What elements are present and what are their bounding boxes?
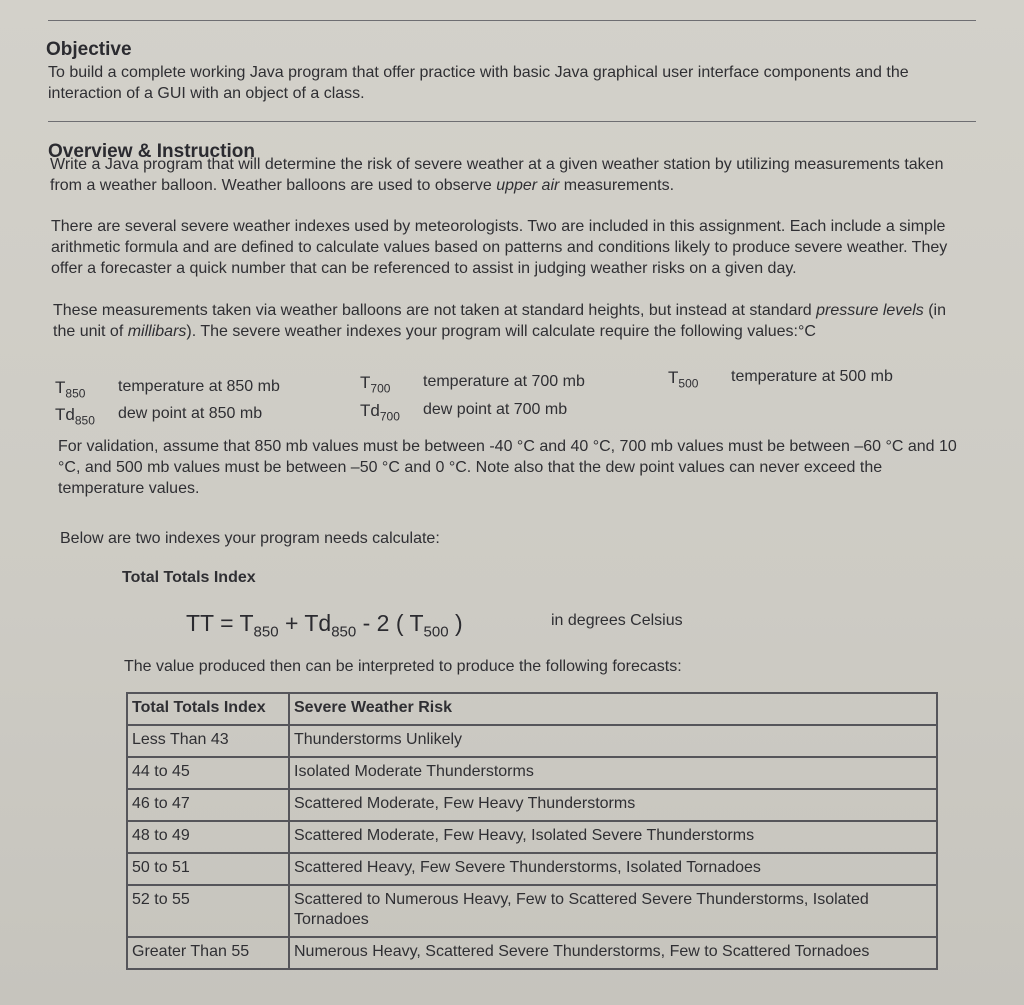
formula-units: in degrees Celsius: [551, 612, 683, 629]
validation-paragraph: For validation, assume that 850 mb values must be between -40 °C and 40 °C, 700 mb values must be between –60 °C and 10 °C, and 500 mb values must be between –50 °C and 0 °C. Note also that the dew point values can never exceed the temperature values.: [58, 438, 957, 497]
overview-p1-italic: upper air: [496, 177, 560, 194]
table-cell-risk: Scattered Heavy, Few Severe Thunderstorms, Isolated Tornadoes: [289, 853, 937, 885]
table-cell-index: 48 to 49: [127, 821, 289, 853]
variable-td700: [360, 401, 400, 423]
overview-paragraph-3: [53, 300, 963, 342]
table-header-row: [127, 693, 937, 725]
table-row: [127, 821, 937, 853]
overview-p3-italic-1: pressure levels: [816, 302, 924, 319]
table-cell-risk: Scattered Moderate, Few Heavy, Isolated Severe Thunderstorms: [289, 821, 937, 853]
objective-heading: Objective: [46, 39, 132, 60]
table-cell-index: Less Than 43: [127, 725, 289, 757]
table-cell-risk: Numerous Heavy, Scattered Severe Thunderstorms, Few to Scattered Tornadoes: [289, 937, 937, 969]
table-header-cell: Severe Weather Risk: [289, 693, 937, 725]
table-row: [127, 725, 937, 757]
variable-t850: [55, 378, 85, 400]
indexes-intro: Below are two indexes your program needs calculate:: [60, 530, 440, 547]
overview-heading: Overview & Instruction: [48, 141, 255, 162]
table-cell-index: Greater Than 55: [127, 937, 289, 969]
table-cell-risk: Isolated Moderate Thunderstorms: [289, 757, 937, 789]
variable-desc: temperature at 500 mb: [731, 368, 893, 385]
table-row: [127, 789, 937, 821]
table-row: [127, 937, 937, 969]
table-row: [127, 853, 937, 885]
variable-t500: [668, 368, 698, 390]
total-totals-formula: TT = $T_{850} + Td_{850} - 2$ ( $T_{500}$ ): [186, 610, 463, 641]
total-totals-heading: Total Totals Index: [122, 569, 256, 586]
variable-desc: dew point at 850 mb: [118, 405, 263, 422]
table-cell-risk: Scattered Moderate, Few Heavy Thunderstorms: [289, 789, 937, 821]
variable-desc: dew point at 700 mb: [423, 401, 568, 418]
overview-p3-italic-2: millibars: [127, 323, 187, 340]
variable-symbol: $T_{700}$: [360, 373, 391, 396]
interpretation-intro: The value produced then can be interpreted to produce the following forecasts:: [124, 658, 682, 675]
variable-desc: temperature at 850 mb: [118, 378, 280, 395]
variable-symbol: $Td_{850}$: [55, 405, 95, 428]
overview-paragraph-2: There are several severe weather indexes used by meteorologists. Two are included in this assignment. Each include a simple arithmetic formula and are defined to calculate values based on patterns and conditions likely to produce severe weather. They offer a forecaster a quick number that can be referenced to assist in judging weather risks on a given day.: [51, 218, 948, 277]
variable-td850: [55, 405, 95, 427]
variable-symbol: $T_{850}$: [55, 378, 86, 401]
top-rule: [48, 20, 976, 21]
table-cell-index: 50 to 51: [127, 853, 289, 885]
table-row: [127, 757, 937, 789]
table-row: [127, 885, 937, 937]
overview-p3-a: These measurements taken via weather balloons are not taken at standard heights, but instead at standard: [53, 302, 817, 319]
table-cell-risk: Scattered to Numerous Heavy, Few to Scattered Severe Thunderstorms, Isolated Tornadoes: [289, 885, 937, 937]
table-cell-index: 46 to 47: [127, 789, 289, 821]
variable-t700: [360, 373, 390, 395]
objective-text: To build a complete working Java program that offer practice with basic Java graphical user interface components and the interaction of a GUI with an object of a class.: [48, 64, 909, 102]
objective-rule: [48, 121, 976, 122]
variable-desc: temperature at 700 mb: [423, 373, 585, 390]
table-cell-risk: Thunderstorms Unlikely: [289, 725, 937, 757]
table-cell-index: 52 to 55: [127, 885, 289, 937]
overview-paragraph-1: [50, 154, 975, 196]
overview-p1-end: measurements.: [559, 177, 675, 194]
table-header-cell: Total Totals Index: [127, 693, 289, 725]
overview-p3-b: (in the unit of: [53, 302, 946, 340]
overview-p1-start: Write a Java program that will determine the risk of severe weather at a given weather station by utilizing measurements taken from a weather balloon. Weather balloons are used to observe: [50, 156, 944, 194]
variable-symbol: $T_{500}$: [668, 368, 699, 391]
overview-p3-c: ). The severe weather indexes your program will calculate require the following values:°C: [186, 323, 816, 340]
severe-weather-risk-table: [126, 692, 938, 970]
table-cell-index: 44 to 45: [127, 757, 289, 789]
variable-symbol: $Td_{700}$: [360, 401, 400, 424]
